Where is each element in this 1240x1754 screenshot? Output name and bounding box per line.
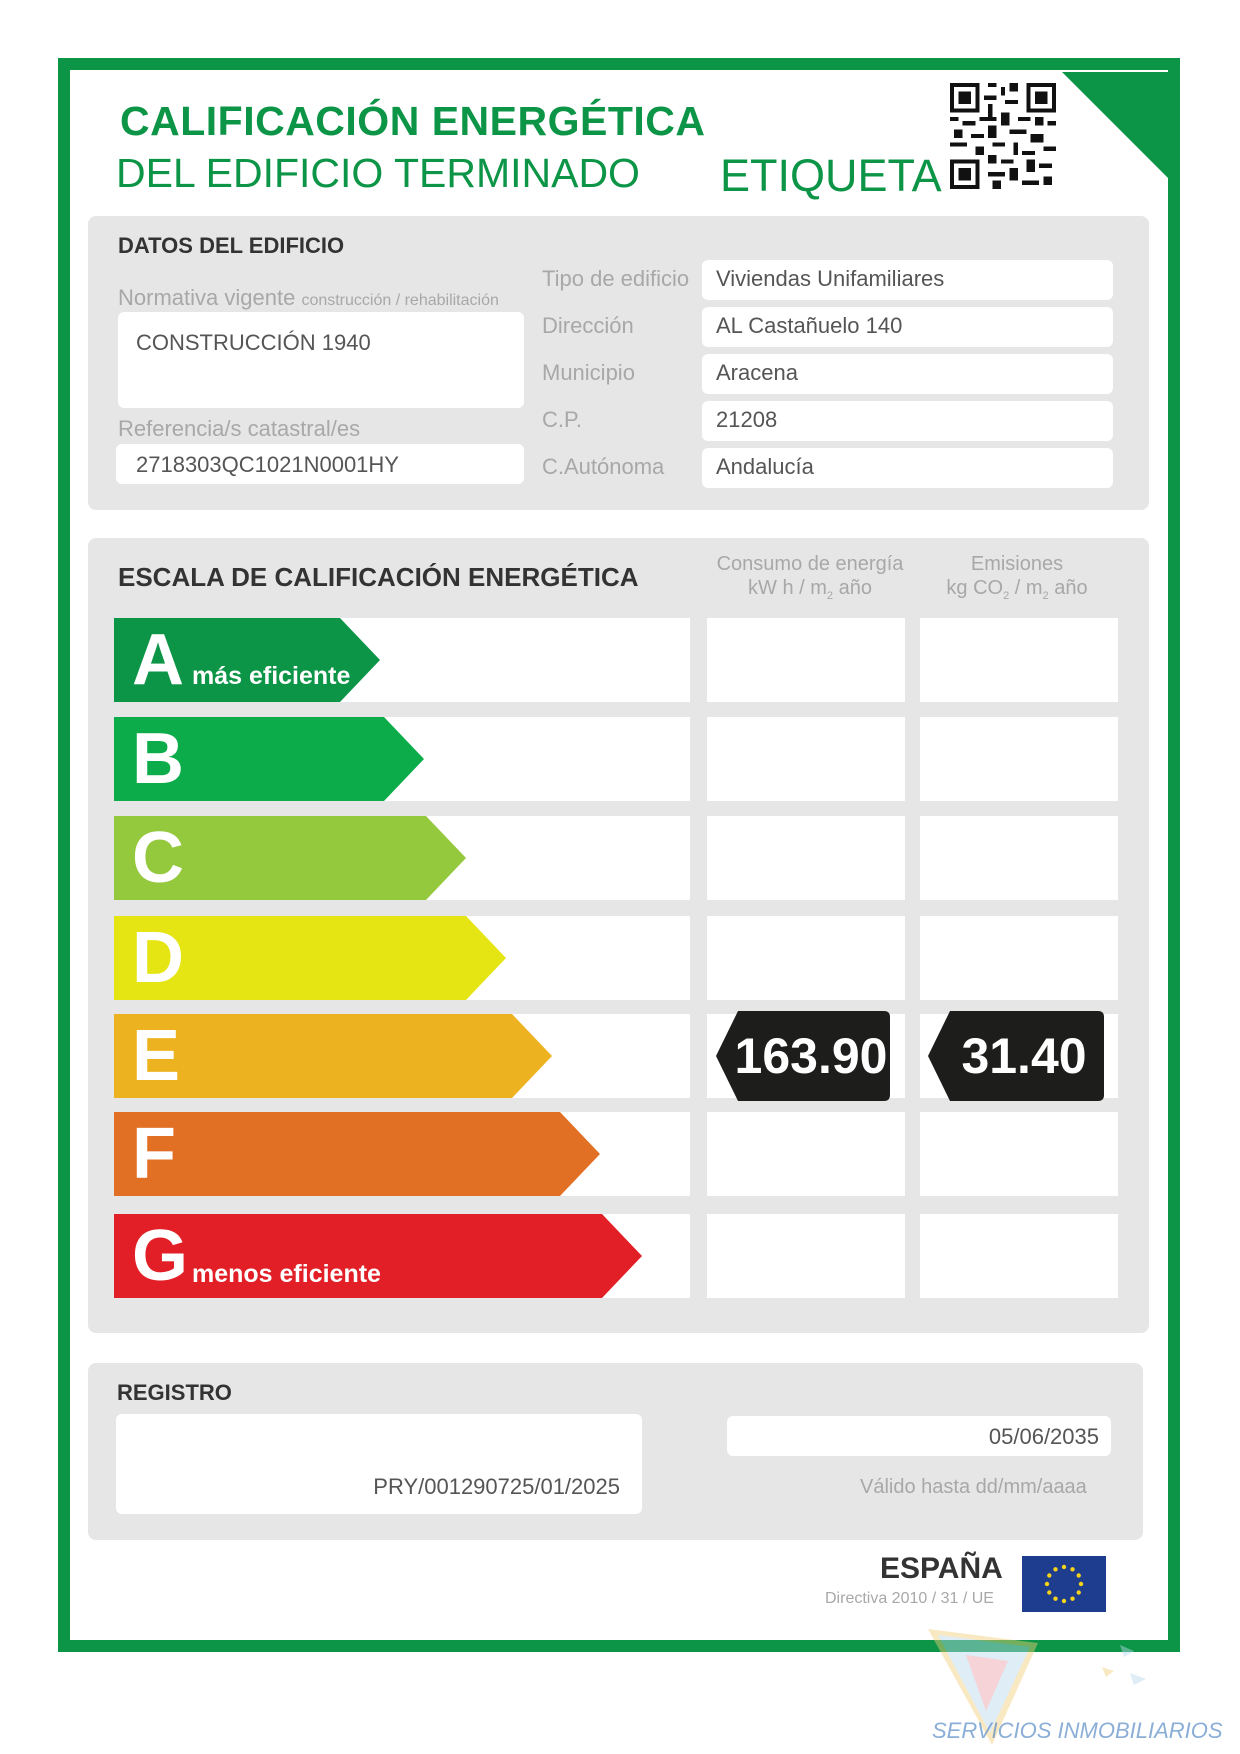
consumo-header-line1: Consumo de energía bbox=[716, 553, 904, 575]
emisiones-header-line2: kg $CO_2 / m_2$ año bbox=[946, 577, 1088, 602]
normativa-value: CONSTRUCCIÓN 1940 bbox=[118, 312, 524, 408]
grade-letter: F bbox=[132, 1114, 176, 1194]
grade-letter: D bbox=[132, 918, 184, 998]
grade-arrow-b bbox=[114, 717, 424, 801]
field-label: Dirección bbox=[542, 313, 634, 338]
corner-decoration bbox=[1062, 72, 1170, 180]
normativa-label-text: Normativa vigente bbox=[118, 285, 296, 310]
eu-star-icon bbox=[1053, 1597, 1057, 1601]
grade-letter: A bbox=[132, 620, 184, 700]
consumo-cell bbox=[707, 717, 905, 801]
consumo-cell bbox=[707, 816, 905, 900]
eu-star-icon bbox=[1047, 1573, 1051, 1577]
consumo-header bbox=[700, 552, 920, 608]
qr-code-icon bbox=[950, 83, 1056, 189]
title-line-2: DEL EDIFICIO TERMINADO bbox=[116, 150, 640, 196]
consumo-cell bbox=[707, 1214, 905, 1298]
watermark-text: SERVICIOS INMOBILIARIOS bbox=[932, 1718, 1223, 1743]
emisiones-cell bbox=[920, 717, 1118, 801]
normativa-label bbox=[118, 285, 499, 311]
grade-arrow-c bbox=[114, 816, 466, 900]
emisiones-header-line1: Emisiones bbox=[970, 553, 1064, 575]
eu-star-icon bbox=[1077, 1590, 1081, 1594]
grade-sublabel: menos eficiente bbox=[192, 1260, 381, 1288]
referencia-value: 2718303QC1021N0001HY bbox=[116, 444, 524, 484]
grade-letter: C bbox=[132, 818, 184, 898]
grade-arrow-shape bbox=[114, 1112, 600, 1196]
consumo-rating-badge bbox=[716, 1011, 890, 1101]
grade-arrow-g bbox=[114, 1214, 642, 1298]
eu-star-icon bbox=[1062, 1599, 1066, 1603]
grade-arrow-d bbox=[114, 916, 506, 1000]
consumo-cell bbox=[707, 1112, 905, 1196]
grade-sublabel: más eficiente bbox=[192, 662, 351, 690]
consumo-header-line2: kW h / $m_2$ año bbox=[748, 577, 872, 602]
field-label: C.P. bbox=[542, 407, 582, 432]
eu-star-icon bbox=[1077, 1573, 1081, 1577]
registro-title: REGISTRO bbox=[117, 1380, 232, 1405]
registro-numero: PRY/001290725/01/2025 bbox=[116, 1414, 642, 1514]
directiva-label: Directiva 2010 / 31 / UE bbox=[825, 1590, 994, 1607]
field-label: C.Autónoma bbox=[542, 454, 665, 479]
eu-star-icon bbox=[1070, 1567, 1074, 1571]
eu-star-icon bbox=[1079, 1582, 1083, 1586]
eu-star-icon bbox=[1047, 1590, 1051, 1594]
eu-star-icon bbox=[1053, 1567, 1057, 1571]
eu-star-icon bbox=[1045, 1582, 1049, 1586]
registro-fecha: 05/06/2035 bbox=[727, 1416, 1111, 1456]
etiqueta-heading: ETIQUETA bbox=[720, 150, 942, 201]
grade-letter: B bbox=[132, 719, 184, 799]
emisiones-value: 31.40 bbox=[961, 1028, 1087, 1084]
eu-flag-icon bbox=[1022, 1556, 1106, 1612]
field-label: Municipio bbox=[542, 360, 635, 385]
grade-arrow-a bbox=[114, 618, 380, 702]
emisiones-cell bbox=[920, 618, 1118, 702]
grade-letter: G bbox=[132, 1216, 189, 1296]
eu-star-icon bbox=[1062, 1565, 1066, 1569]
grade-arrow-f bbox=[114, 1112, 600, 1196]
pais-label: ESPAÑA bbox=[880, 1552, 1003, 1585]
emisiones-header bbox=[912, 552, 1122, 608]
emisiones-cell bbox=[920, 1112, 1118, 1196]
field-value: AL Castañuelo 140 bbox=[702, 307, 1113, 347]
grade-arrow-e bbox=[114, 1014, 552, 1098]
field-value: Viviendas Unifamiliares bbox=[702, 260, 1113, 300]
normativa-sublabel: construcción / rehabilitación bbox=[301, 292, 499, 309]
field-value: Aracena bbox=[702, 354, 1113, 394]
emisiones-cell bbox=[920, 816, 1118, 900]
emisiones-cell bbox=[920, 916, 1118, 1000]
escala-title: ESCALA DE CALIFICACIÓN ENERGÉTICA bbox=[118, 562, 639, 592]
field-value: 21208 bbox=[702, 401, 1113, 441]
field-value: Andalucía bbox=[702, 448, 1113, 488]
eu-star-icon bbox=[1070, 1597, 1074, 1601]
referencia-label: Referencia/s catastral/es bbox=[118, 416, 361, 441]
datos-title: DATOS DEL EDIFICIO bbox=[118, 233, 345, 258]
emisiones-rating-badge bbox=[928, 1011, 1104, 1101]
valido-label: Válido hasta dd/mm/aaaa bbox=[860, 1476, 1087, 1498]
consumo-value: 163.90 bbox=[734, 1028, 888, 1084]
consumo-cell bbox=[707, 916, 905, 1000]
title-line-1: CALIFICACIÓN ENERGÉTICA bbox=[120, 98, 706, 144]
emisiones-cell bbox=[920, 1214, 1118, 1298]
consumo-cell bbox=[707, 618, 905, 702]
grade-letter: E bbox=[132, 1016, 181, 1096]
field-label: Tipo de edificio bbox=[542, 266, 690, 291]
